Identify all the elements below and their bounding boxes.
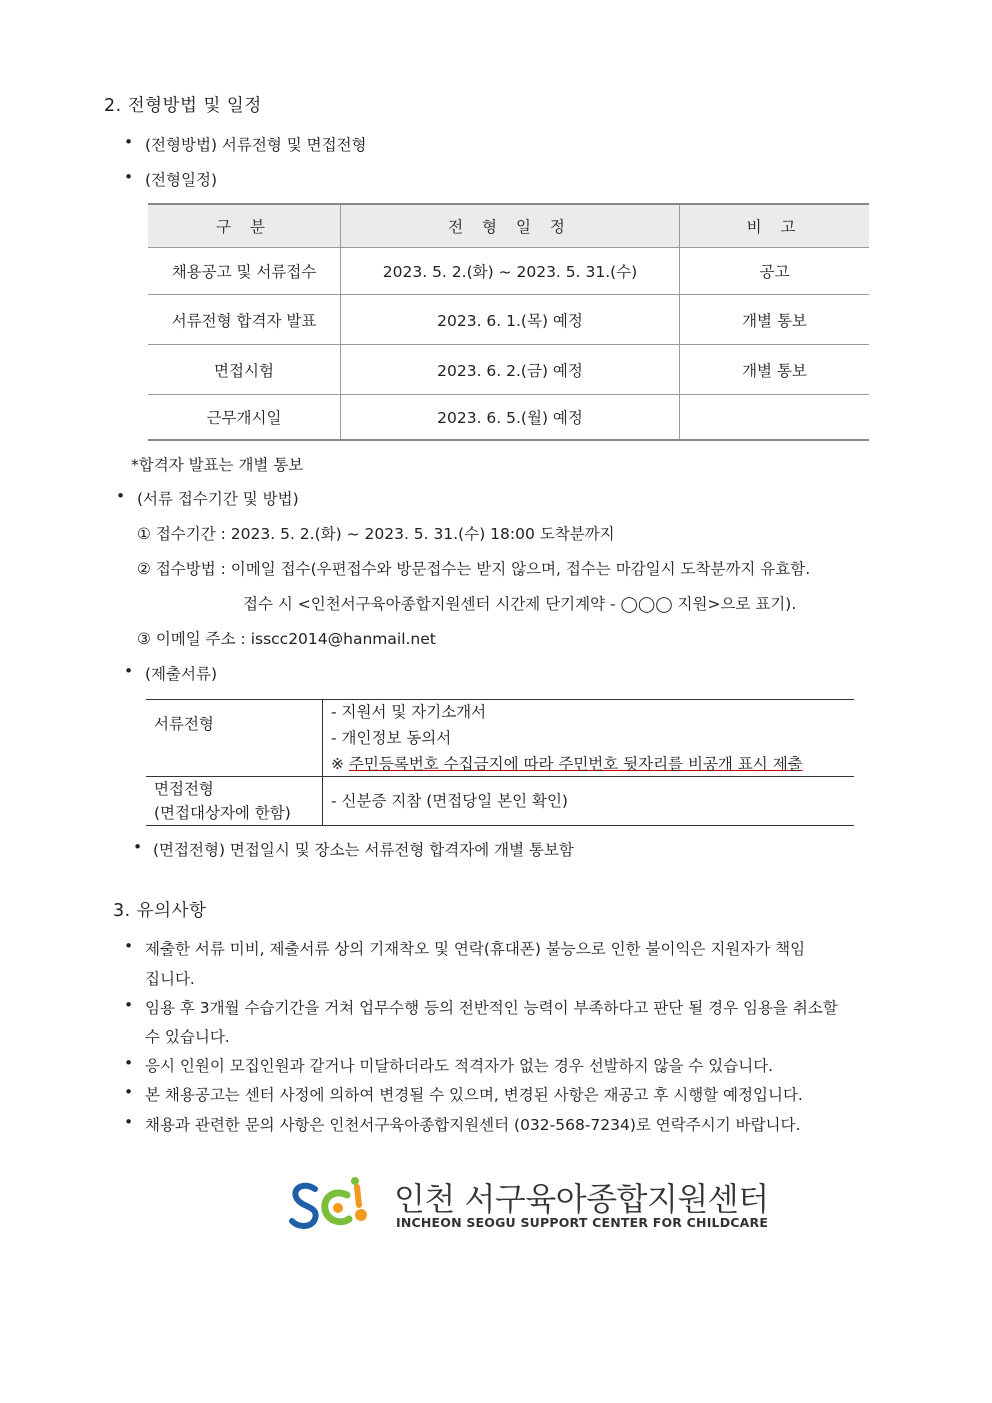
schedule-header: 전 형 일 정 bbox=[341, 204, 680, 248]
table-cell: 2023. 5. 2.(화) ~ 2023. 5. 31.(수) bbox=[341, 248, 680, 295]
table-cell: 개별 통보 bbox=[680, 345, 870, 395]
doc-row-label-sub: (면접대상자에 한함) bbox=[154, 804, 291, 822]
doc-item: - 지원서 및 자기소개서 bbox=[331, 703, 487, 721]
documents-table bbox=[146, 699, 854, 826]
section-3-heading: 3. 유의사항 bbox=[113, 901, 207, 921]
notice-item: 제출한 서류 미비, 제출서류 상의 기재착오 및 연락(휴대폰) 불능으로 인한 불이익은 지원자가 책임 bbox=[145, 940, 806, 958]
receipt-method: ② 접수방법 : 이메일 접수(우편접수와 방문접수는 받지 않으며, 접수는 마감일시 도착분까지 유효함. bbox=[137, 560, 811, 578]
receipt-method-cont: 접수 시 <인천서구육아종합지원센터 시간제 단기계약 - ◯◯◯ 지원>으로 표기). bbox=[243, 595, 797, 613]
schedule-label: (전형일정) bbox=[145, 171, 217, 189]
receipt-period: ① 접수기간 : 2023. 5. 2.(화) ~ 2023. 5. 31.(수) 18:00 도착분까지 bbox=[137, 525, 615, 543]
receipt-label: (서류 접수기간 및 방법) bbox=[137, 490, 299, 508]
table-cell bbox=[680, 395, 870, 440]
notice-item: 본 채용공고는 센터 사정에 의하여 변경될 수 있으며, 변경된 사항은 재공고 후 시행할 예정입니다. bbox=[145, 1086, 803, 1104]
table-cell: 근무개시일 bbox=[148, 395, 341, 440]
logo-name-kr: 인천 서구육아종합지원센터 bbox=[394, 1180, 769, 1218]
table-cell: 개별 통보 bbox=[680, 295, 870, 345]
method-text: (전형방법) 서류전형 및 면접전형 bbox=[145, 136, 367, 154]
schedule-header: 구 분 bbox=[148, 204, 341, 248]
center-logo-icon bbox=[289, 1175, 377, 1233]
notice-item-cont: 수 있습니다. bbox=[145, 1028, 230, 1046]
doc-item: - 신분증 지참 (면접당일 본인 확인) bbox=[323, 777, 855, 826]
result-note: *합격자 발표는 개별 통보 bbox=[131, 456, 304, 474]
doc-note-mark: ※ bbox=[331, 755, 349, 773]
table-cell: 2023. 6. 1.(목) 예정 bbox=[341, 295, 680, 345]
notice-item-cont: 집니다. bbox=[145, 970, 195, 988]
section-2-heading: 2. 전형방법 및 일정 bbox=[104, 96, 262, 116]
bullet: • bbox=[124, 662, 134, 680]
bullet: • bbox=[124, 168, 134, 186]
bullet: • bbox=[124, 1083, 134, 1101]
schedule-table bbox=[148, 203, 869, 441]
table-cell: 서류전형 합격자 발표 bbox=[148, 295, 341, 345]
doc-row-label: 면접전형 bbox=[154, 780, 214, 798]
doc-item: - 개인정보 동의서 bbox=[331, 729, 452, 747]
receipt-email: ③ 이메일 주소 : isscc2014@hanmail.net bbox=[137, 630, 436, 648]
table-row bbox=[148, 248, 869, 295]
bullet: • bbox=[124, 1113, 134, 1131]
documents-label: (제출서류) bbox=[145, 665, 217, 683]
table-cell: 공고 bbox=[680, 248, 870, 295]
schedule-header: 비 고 bbox=[680, 204, 870, 248]
table-cell: 2023. 6. 5.(월) 예정 bbox=[341, 395, 680, 440]
bullet: • bbox=[124, 1054, 134, 1072]
table-cell: 채용공고 및 서류접수 bbox=[148, 248, 341, 295]
table-row bbox=[148, 345, 869, 395]
table-row bbox=[148, 395, 869, 440]
logo-name-en: INCHEON SEOGU SUPPORT CENTER FOR CHILDCARE bbox=[396, 1215, 769, 1230]
table-cell: 면접시험 bbox=[148, 345, 341, 395]
doc-row-label: 서류전형 bbox=[146, 700, 323, 777]
bullet: • bbox=[124, 133, 134, 151]
bullet: • bbox=[116, 487, 126, 505]
notice-item: 채용과 관련한 문의 사항은 인천서구육아종합지원센터 (032-568-7234)로 연락주시기 바랍니다. bbox=[145, 1116, 801, 1134]
table-row bbox=[148, 295, 869, 345]
table-row bbox=[146, 700, 854, 777]
bullet: • bbox=[124, 996, 134, 1014]
notice-item: 임용 후 3개월 수습기간을 거쳐 업무수행 등의 전반적인 능력이 부족하다고 판단 될 경우 임용을 취소할 bbox=[145, 999, 838, 1017]
table-cell: 2023. 6. 2.(금) 예정 bbox=[341, 345, 680, 395]
bullet: • bbox=[133, 838, 143, 856]
notice-item: 응시 인원이 모집인원과 같거나 미달하더라도 적격자가 없는 경우 선발하지 않을 수 있습니다. bbox=[145, 1057, 774, 1075]
doc-note-text: 주민등록번호 수집금지에 따라 주민번호 뒷자리를 비공개 표시 제출 bbox=[348, 755, 803, 773]
interview-note: (면접전형) 면접일시 및 장소는 서류전형 합격자에 개별 통보함 bbox=[153, 841, 574, 859]
doc-note bbox=[331, 752, 846, 776]
table-row bbox=[146, 777, 854, 826]
bullet: • bbox=[124, 937, 134, 955]
